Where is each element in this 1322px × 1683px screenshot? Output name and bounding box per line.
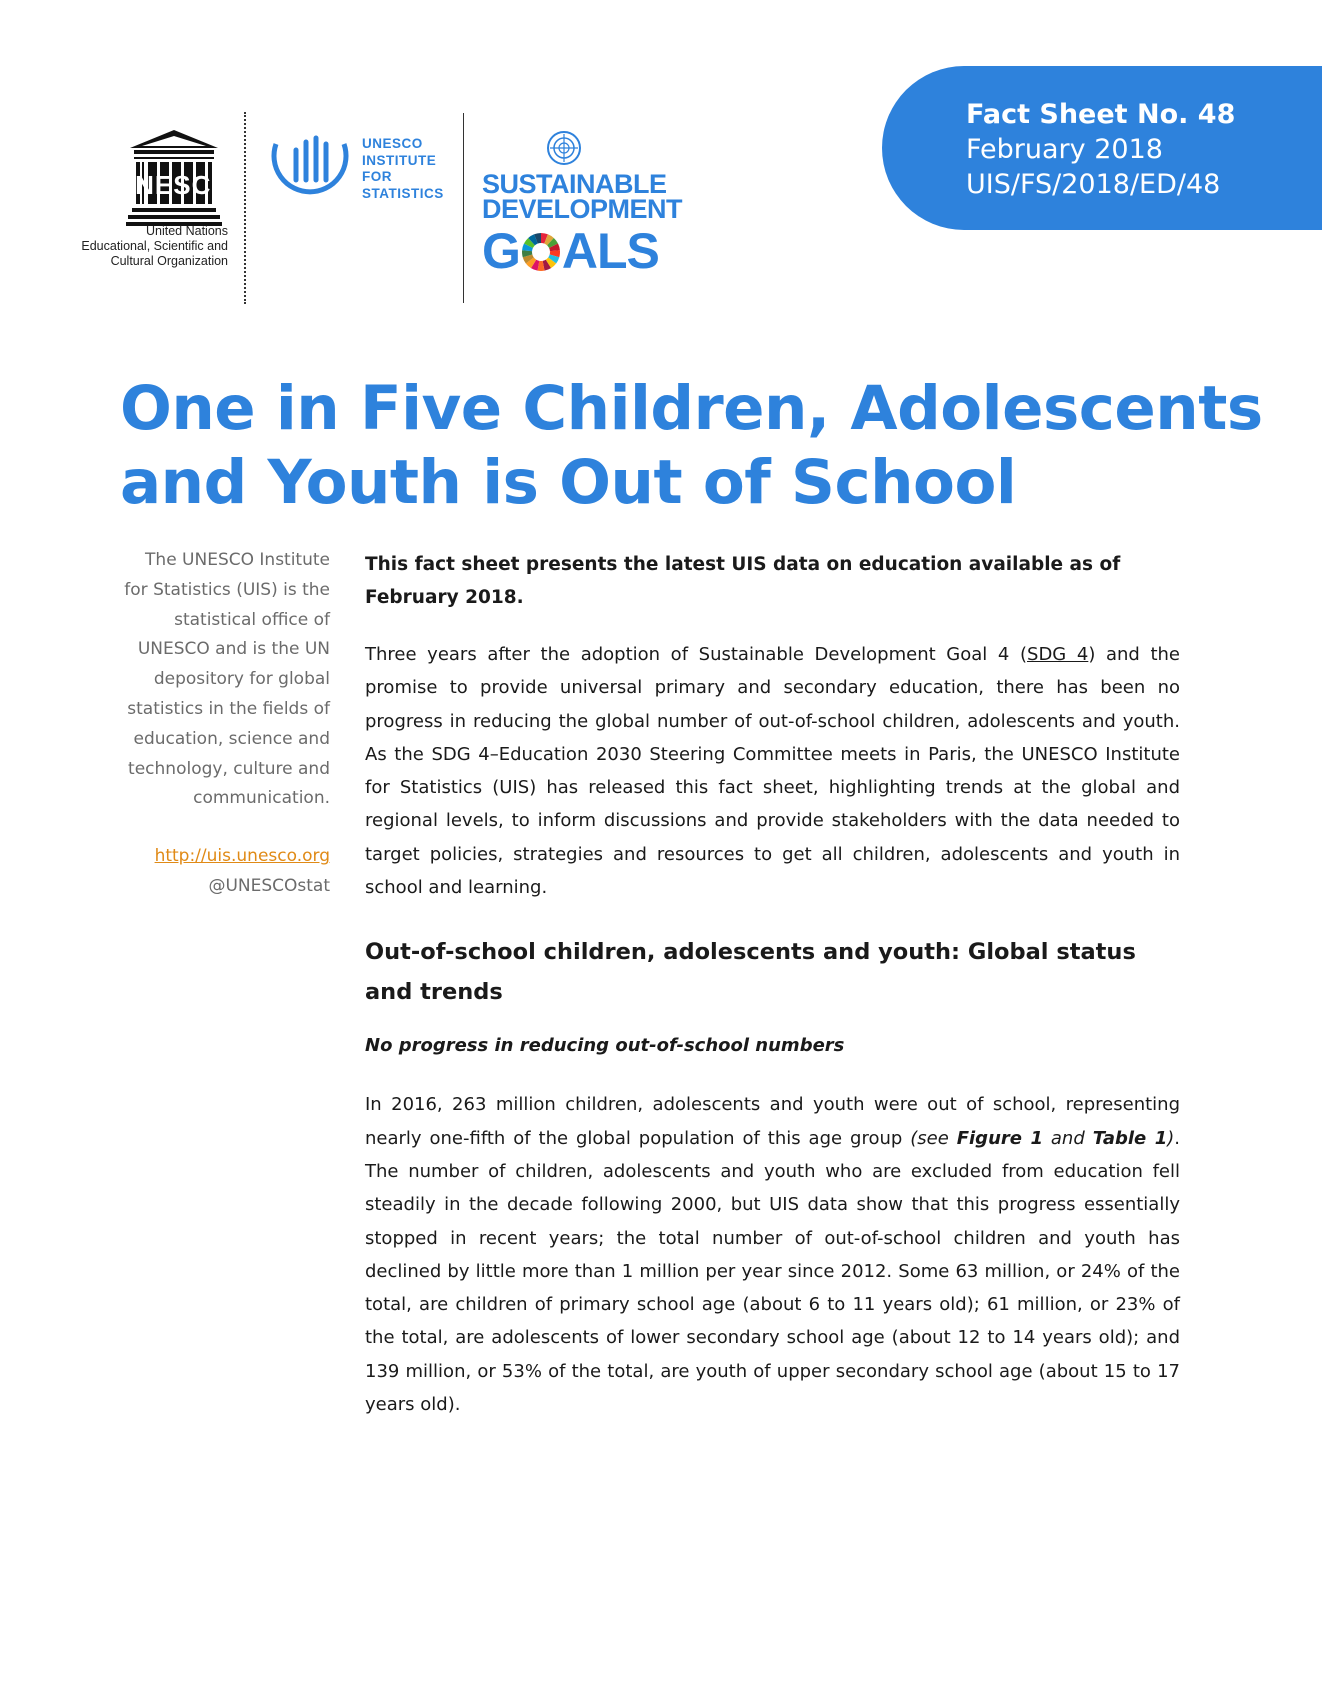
fact-sheet-badge: [882, 66, 1322, 230]
logo-divider: [463, 113, 464, 303]
sdg-color-wheel-icon: [521, 232, 561, 272]
goals-wordmark: G ALS: [482, 223, 659, 279]
twitter-handle: @UNESCOstat: [208, 875, 330, 896]
fact-sheet-number: Fact Sheet No. 48: [966, 99, 1236, 130]
figure-1-ref: Figure 1: [956, 1127, 1043, 1149]
fact-sheet-date: February 2018: [966, 134, 1163, 165]
svg-text:UNESCO: UNESCO: [115, 170, 233, 200]
intro-statement: This fact sheet presents the latest UIS data on education available as of February 2018.: [365, 554, 1121, 608]
unesco-caption: United Nations Educational, Scientific and Cultural Organization: [81, 224, 228, 268]
page-title: One in Five Children, Adolescents and Youth is Out of School: [120, 373, 1263, 518]
paragraph-sdg4: Three years after the adoption of Sustainable Development Goal 4 (SDG 4) and the promise to provide universal primary and secondary education, there has been no progress in reducing the global number of out-of-school children, adolescents and youth. As the SDG 4–Education 2030 Steering Committee meets in Paris, the UNESCO Institute for Statistics (UIS) has released this fact sheet, highlighting trends at the global and regional levels, to inform discussions and provide stakeholders with the data needed to target policies, strategies and resources to get all children, adolescents and youth in school and learning.: [365, 644, 1180, 899]
un-emblem-icon: [546, 130, 582, 166]
main-content: [365, 548, 1180, 1421]
section-heading: Out-of-school children, adolescents and youth: Global status and trends: [365, 939, 1136, 1006]
paragraph-out-of-school: In 2016, 263 million children, adolescents and youth were out of school, representing nearly one-fifth of the global population of this age group (see Figure 1 and Table 1). The number of children, adolescents and youth who are excluded from education fell steadily in the decade following 2000, but UIS data show that this progress essentially stopped in recent years; the total number of out-of-school children and youth has declined by little more than 1 million per year since 2012. Some 63 million, or 24% of the total, are children of primary school age (about 6 to 11 years old); 61 million, or 23% of the total, are adolescents of lower secondary school age (about 12 to 14 years old); and 139 million, or 53% of the total, are youth of upper secondary school age (about 15 to 17 years old).: [365, 1094, 1181, 1416]
sidebar-about: The UNESCO Institute for Statistics (UIS) is the statistical office of UNESCO and is the UN depository for global statistics in the fields of education, science and technology, culture and communication. http://uis.unesco.org @UNESCOstat: [100, 546, 330, 902]
fact-sheet-code: UIS/FS/2018/ED/48: [966, 169, 1221, 200]
table-1-ref: Table 1: [1092, 1127, 1168, 1149]
subsection-heading: No progress in reducing out-of-school numbers: [365, 1035, 845, 1057]
uis-name: UNESCO INSTITUTE FOR STATISTICS: [362, 136, 444, 201]
dotted-divider: [244, 112, 246, 304]
uis-website-link[interactable]: http://uis.unesco.org: [154, 846, 330, 867]
sdg4-link[interactable]: SDG 4: [1027, 644, 1089, 665]
unesco-temple-logo-icon: [115, 128, 233, 226]
uis-logo-icon: [262, 130, 358, 214]
sdg-wordmark: SUSTAINABLE DEVELOPMENT: [482, 169, 683, 224]
